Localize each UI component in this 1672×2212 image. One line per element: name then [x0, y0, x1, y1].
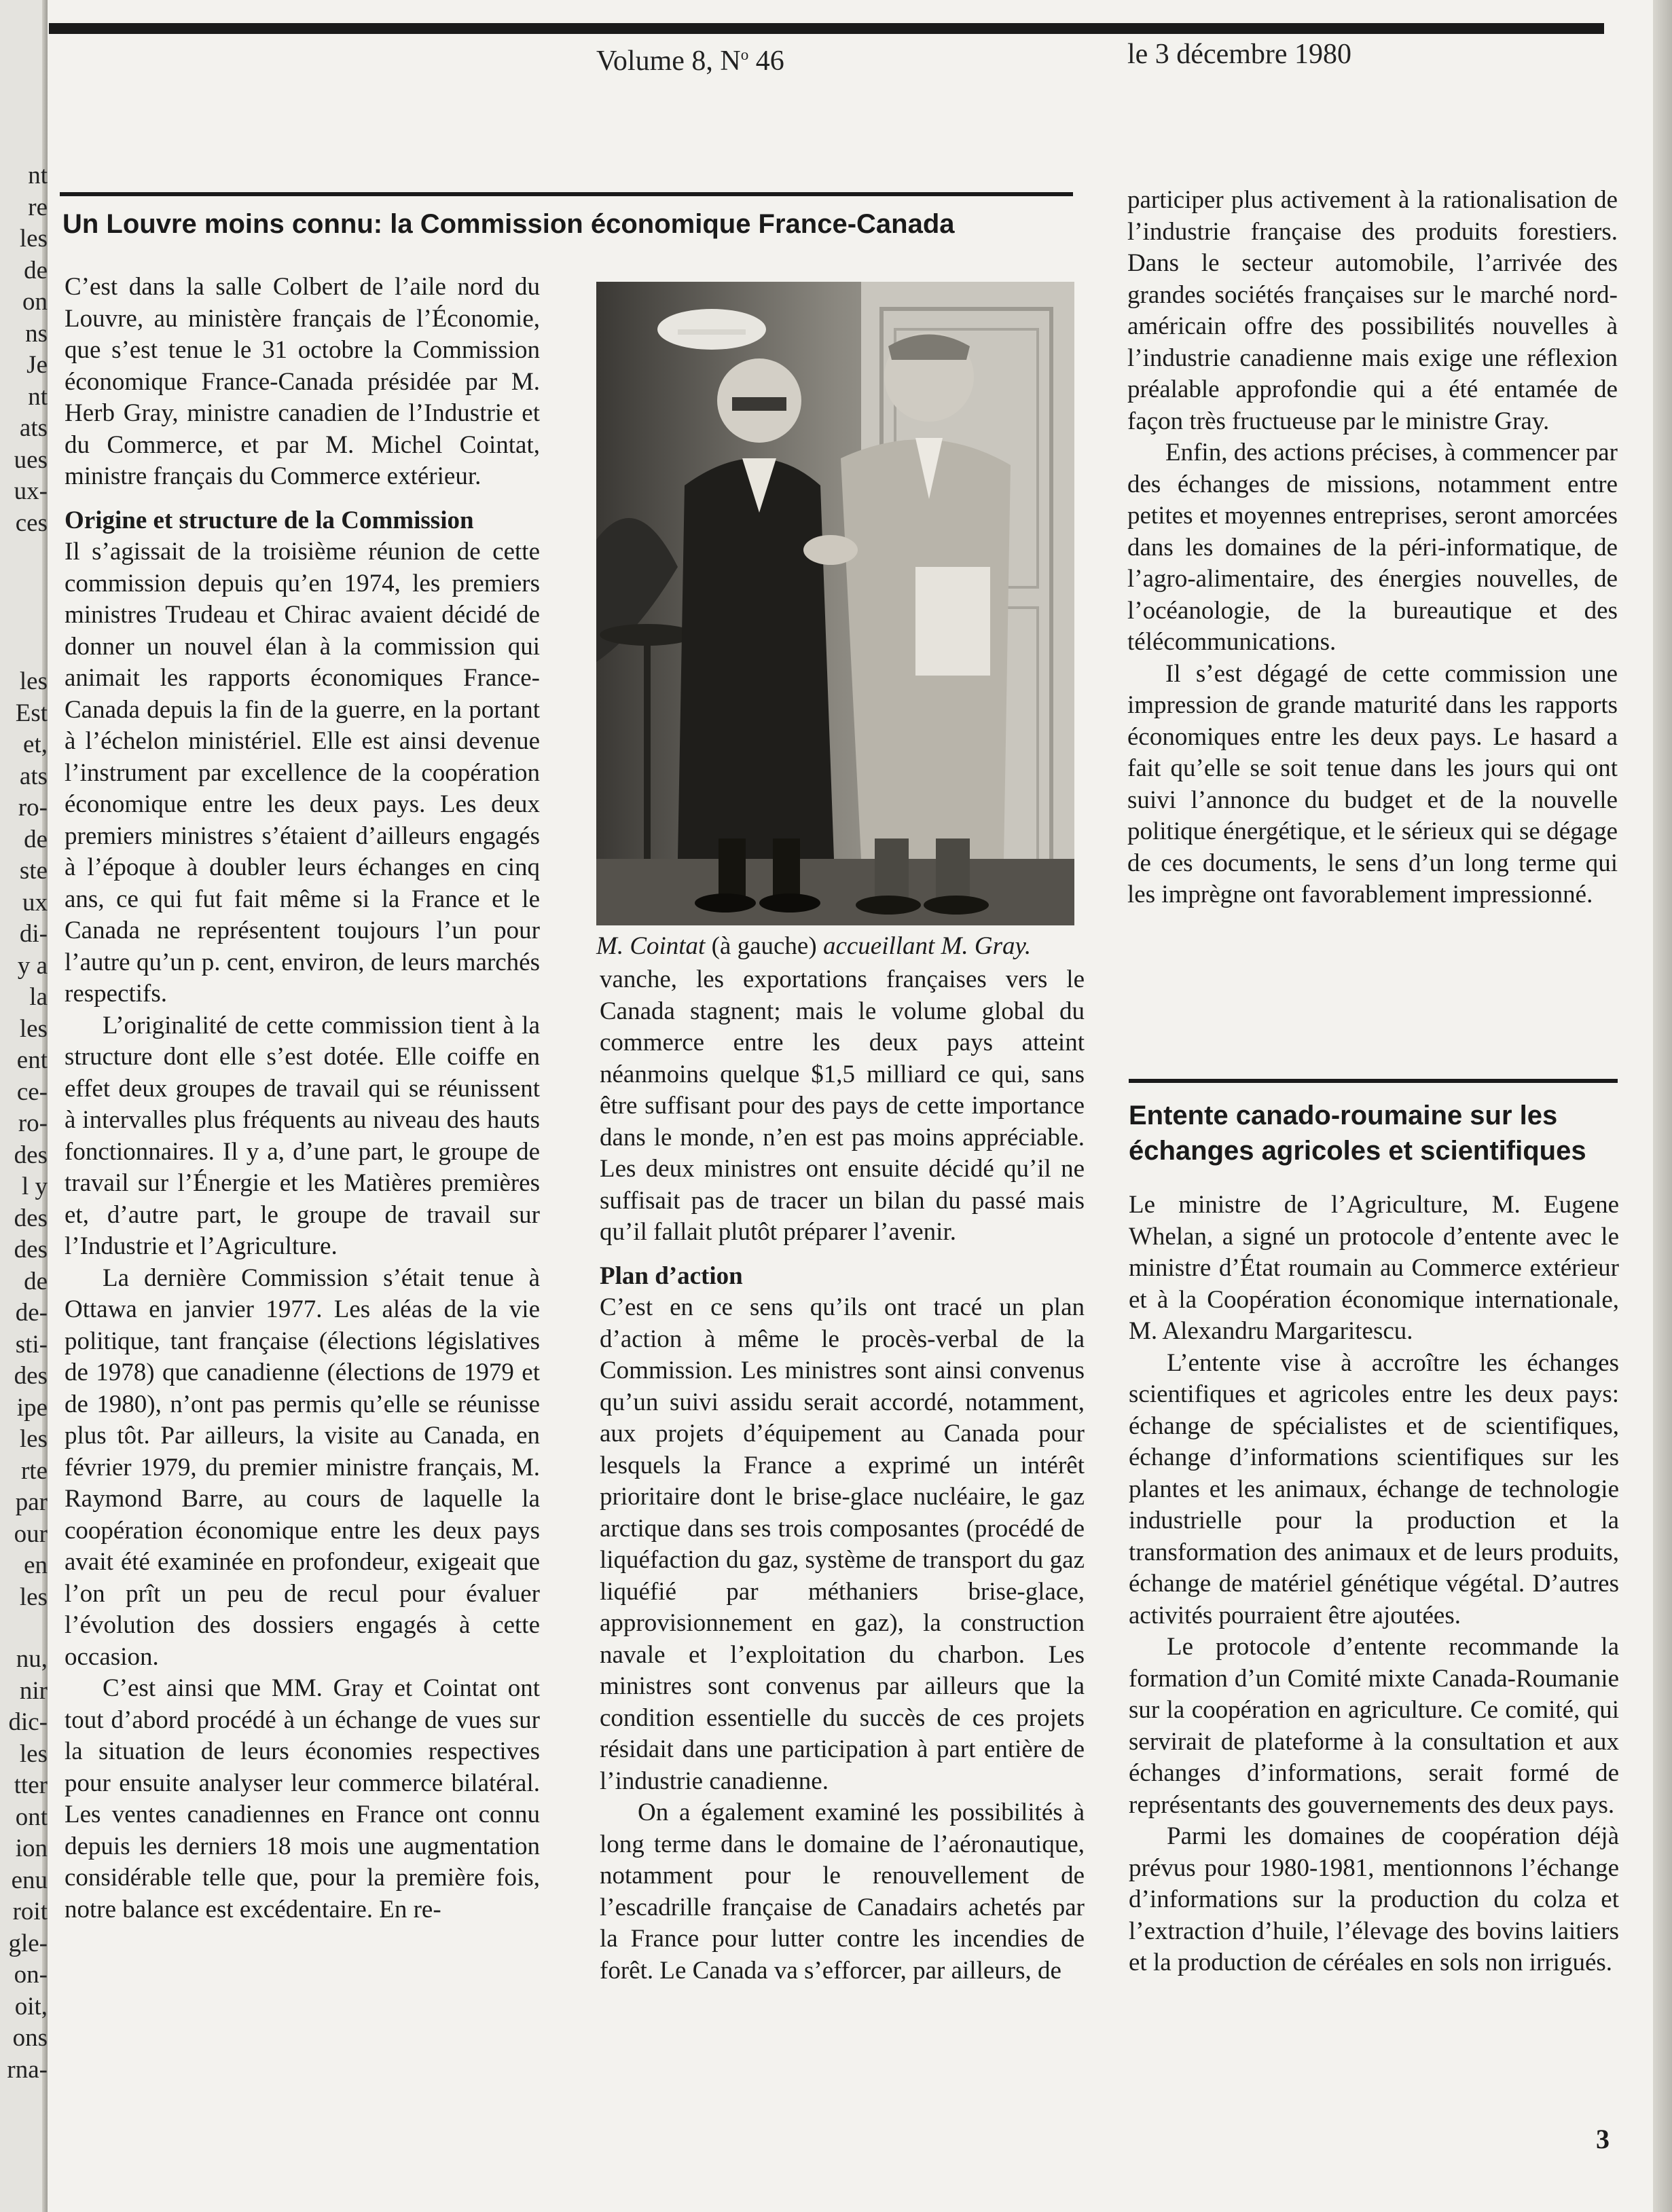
article-column-3: [1127, 185, 1618, 911]
article2-body: [1129, 1190, 1619, 1979]
facing-page-fragment: dic-: [8, 1708, 48, 1736]
facing-page-fragment: les: [19, 667, 48, 695]
facing-page-fragment: ont: [15, 1803, 48, 1831]
paragraph: C’est en ce sens qu’ils ont tracé un plan d’action à même le procès-verbal de la Commission. Les ministres sont ainsi convenus qu’un suivi assidu serait accordé, notamment, aux projets d’équipement au Canada pour lesquels la France a exprimé un intérêt prioritaire dont le brise-glace nucléaire, le gaz arctique dans ses trois composantes (procédé de liquéfaction du gaz, système de transport du gaz liquéfié par méthaniers brise-glace, approvisionnement en gaz), la construction navale et l’exploitation du charbon. Les ministres sont convenus par ailleurs que la condition essentielle du succès de ces projets résidait dans une participation à part entière de l’industrie canadienne.: [600, 1293, 1085, 1795]
facing-page-fragment: de: [24, 256, 48, 284]
facing-page-fragment: rte: [20, 1456, 48, 1485]
facing-page-fragment: en: [24, 1551, 48, 1579]
facing-page-fragment: ns: [25, 319, 48, 348]
facing-page-fragment: our: [14, 1519, 48, 1548]
header-rule: [49, 23, 1604, 34]
facing-page-fragment: nu,: [16, 1645, 48, 1673]
facing-page-fragment: ipe: [16, 1393, 48, 1422]
article2-title: Entente canado-roumaine sur les échanges agricoles et scientifiques: [1129, 1101, 1586, 1166]
facing-page-fragment: gle-: [8, 1929, 48, 1957]
paragraph: On a également examiné les possibilités à long terme dans le domaine de l’aéronautique, notamment pour le renouvellement de l’escadrille française de Canadairs achetés par la France pour lutter contre les incendies de forêt. Le Canada va s’efforcer, par ailleurs, de: [600, 1799, 1085, 1985]
paragraph: Le protocole d’entente recommande la formation d’un Comité mixte Canada-Roumanie sur la coopération en agriculture. Ce comité, qui servirait de plateforme à la consultation et aux échanges d’informations, serait formé de représentants des gouvernements des deux pays.: [1129, 1633, 1619, 1819]
page-number: 3: [1596, 2124, 1610, 2154]
facing-page-fragment: ro-: [18, 794, 48, 822]
facing-page-fragment: ux-: [14, 477, 48, 505]
paragraph: Il s’est dégagé de cette commission une impression de grande maturité dans les rapports économiques entre les deux pays. Le hasard a fait qu’elle se soit tenue dans les jours qui ont suivi l’annonce du budget et de la nouvelle politique énergétique, et le sérieux qui se dégage de ces documents, le sens d’un long terme qui les imprègne ont favorablement impressionné.: [1127, 659, 1618, 908]
facing-page-fragment: ste: [19, 857, 48, 885]
facing-page-fragment: ent: [16, 1046, 48, 1074]
paragraph: La dernière Commission s’était tenue à Ottawa en janvier 1977. Les aléas de la vie politique, tant française (élections législatives de 1978) que canadienne (élections de 1979 et de 1980), n’ont pas permis qu’elle se réunisse plus tôt. Par ailleurs, la visite au Canada, en février 1979, du premier ministre français, M. Raymond Barre, au cours de laquelle la coopération économique entre les deux pays avait été examinée en profondeur, exigeait que l’on prît un peu de recul pour évaluer l’évolution des dossiers engagés à cette occasion.: [65, 1264, 540, 1671]
facing-page-fragment: les: [19, 225, 48, 253]
facing-page-fragment: Est: [15, 699, 48, 727]
facing-page-fragment: ats: [19, 762, 48, 790]
photo-handshake: [596, 282, 1074, 925]
facing-page-fragment: et,: [23, 731, 48, 758]
photo-caption: M. Cointat (à gauche) accueillant M. Gray.: [596, 932, 1032, 960]
issue-date: le 3 décembre 1980: [1127, 39, 1352, 70]
facing-page-fragment: sti-: [15, 1330, 48, 1359]
facing-page-fragment: nt: [28, 162, 48, 189]
facing-page-fragment: ats: [19, 414, 48, 442]
paragraph: vanche, les exportations françaises vers le Canada stagnent; mais le volume global du commerce entre les deux pays atteint néanmoins quelque $1,5 milliard ce qui, sans être suffisant pour des pays de cette importance dans le monde, n’en est pas moins appréciable. Les deux ministres ont ensuite décidé qu’il ne suffisait pas de tracer un bilan du passé mais qu’il fallait plutôt préparer l’avenir.: [600, 965, 1085, 1246]
facing-page-fragment: des: [14, 1141, 48, 1169]
facing-page-fragment: Je: [26, 351, 48, 379]
facing-page-fragment: ion: [15, 1835, 48, 1862]
section-heading: Plan d’action: [600, 1261, 743, 1290]
facing-page-fragment: ce-: [16, 1077, 48, 1106]
facing-page-fragment: les: [19, 1014, 48, 1043]
facing-page-fragment: de-: [15, 1299, 48, 1327]
facing-page-fragment: ues: [14, 445, 48, 474]
paragraph: L’entente vise à accroître les échanges scientifiques et agricoles entre les deux pays: échange de spécialistes et de scientifiques, échange d’informations scientifiques sur les plantes et les animaux, échange de technologie industrielle pour la production et la transformation des animaux et de leurs produits, échange de matériel génétique végétal. D’autres activités pourraient être ajoutées.: [1129, 1348, 1619, 1629]
page-edge: [1653, 0, 1672, 2212]
issue-volume: Volume 8, $N^o$ 46: [596, 45, 784, 77]
paragraph: participer plus activement à la rationalisation de l’industrie française des produits forestiers. Dans le secteur automobile, l’arrivée des grandes sociétés françaises sur le marché nord-américain offre des possibilités nouvelles à l’industrie canadienne mais exige une réflexion préalable approfondie qui a été entamée de façon très fructueuse par le ministre Gray.: [1127, 186, 1618, 435]
facing-page-fragment: ons: [12, 2024, 48, 2052]
facing-page-fragment: di-: [19, 920, 48, 948]
facing-page-fragment: ces: [15, 509, 48, 537]
facing-page-fragment: des: [14, 1362, 48, 1390]
paragraph: Enfin, des actions précises, à commencer par des échanges de missions, notamment entre petites et moyennes entreprises, seront amorcées dans les domaines de la péri-informatique, de l’agro-alimentaire, des énergies nouvelles, de l’océanologie, de la bureautique et des télécommunications.: [1127, 439, 1618, 656]
facing-page-fragment: par: [15, 1488, 48, 1516]
paragraph: Le ministre de l’Agriculture, M. Eugene Whelan, a signé un protocole d’entente avec le ministre d’État roumain au Commerce extérieur et à la Coopération économique internationale, M. Alexandru Margaritescu.: [1129, 1191, 1619, 1345]
facing-page-fragment: nt: [28, 382, 48, 411]
article-column-1: [65, 272, 540, 1925]
facing-page-fragment: ro-: [18, 1109, 48, 1137]
facing-page-fragment: re: [28, 193, 48, 221]
facing-page-fragment: roit: [12, 1898, 48, 1925]
facing-page-fragment: les: [19, 1583, 48, 1611]
facing-page-fragment: les: [19, 1739, 48, 1768]
facing-page-fragment: enu: [11, 1866, 48, 1894]
facing-page-fragment: l y: [21, 1173, 48, 1200]
facing-page-fragment: des: [14, 1204, 48, 1232]
paragraph: Parmi les domaines de coopération déjà prévus pour 1980-1981, mentionnons l’échange d’informations sur la production du colza et l’extraction d’huile, l’élevage des bovins laitiers et la production de céréales en sols non irrigués.: [1129, 1822, 1619, 1976]
paragraph: C’est dans la salle Colbert de l’aile nord du Louvre, au ministère français de l’Économie, que s’est tenue le 31 octobre la Commission économique France-Canada présidée par M. Herb Gray, ministre canadien de l’Industrie et du Commerce, et par M. Michel Cointat, ministre français du Commerce extérieur.: [65, 273, 540, 490]
article2-rule: [1129, 1079, 1618, 1083]
facing-page-fragment: on-: [14, 1961, 48, 1989]
photo-image: [596, 282, 1074, 925]
article-rule: [60, 192, 1073, 196]
facing-page-fragment: y a: [17, 951, 48, 980]
facing-page-fragment: nir: [19, 1676, 48, 1705]
article-title: Un Louvre moins connu: la Commission économique France-Canada: [62, 209, 955, 239]
facing-page-fragment: on: [22, 288, 48, 316]
paragraph: C’est ainsi que MM. Gray et Cointat ont tout d’abord procédé à un échange de vues sur la situation de leurs économies respectives pour ensuite analyser leur commerce bilatéral. Les ventes canadiennes en France ont connu depuis les derniers 18 mois une augmentation considérable telle que, pour la première fois, notre balance est excédentaire. En re-: [65, 1674, 540, 1923]
paragraph: L’originalité de cette commission tient à la structure dont elle s’est dotée. Elle coiffe en effet deux groupes de travail qui se réunissent à intervalles plus fréquents au niveau des hauts fonctionnaires. Il y a, d’une part, le groupe de travail sur l’Énergie et les Matières premières et, d’autre part, le groupe de travail sur l’Industrie et l’Agriculture.: [65, 1011, 540, 1260]
facing-page-fragment: tter: [14, 1771, 48, 1799]
facing-page-fragment: des: [14, 1236, 48, 1264]
facing-page-fragment: ux: [22, 888, 48, 917]
facing-page-fragment: rna-: [7, 2055, 48, 2084]
section-heading: Origine et structure de la Commission: [65, 506, 474, 534]
paragraph: Il s’agissait de la troisième réunion de cette commission depuis qu’en 1974, les premiers ministres Trudeau et Chirac avaient décidé de donner un nouvel élan à la commission qui animait les rapports économiques France-Canada depuis la fin de la guerre, en la portant à l’échelon ministériel. Elle est ainsi devenue l’instrument par excellence de la coopération économique entre les deux pays. Les deux premiers ministres s’étaient d’ailleurs engagés à l’époque à doubler leurs échanges en cinq ans, ce qui fut fait même si la France et le Canada ne représentent toujours l’un pour l’autre qu’un p. cent, environ, de leurs marchés respectifs.: [65, 538, 540, 1008]
facing-page-fragment: oit,: [14, 1992, 48, 2021]
facing-page-fragment: de: [24, 825, 48, 853]
facing-page-fragment: la: [29, 983, 48, 1011]
article-column-2: [600, 964, 1085, 1987]
facing-page-fragment: les: [19, 1425, 48, 1453]
facing-page-fragment: de: [24, 1267, 48, 1295]
